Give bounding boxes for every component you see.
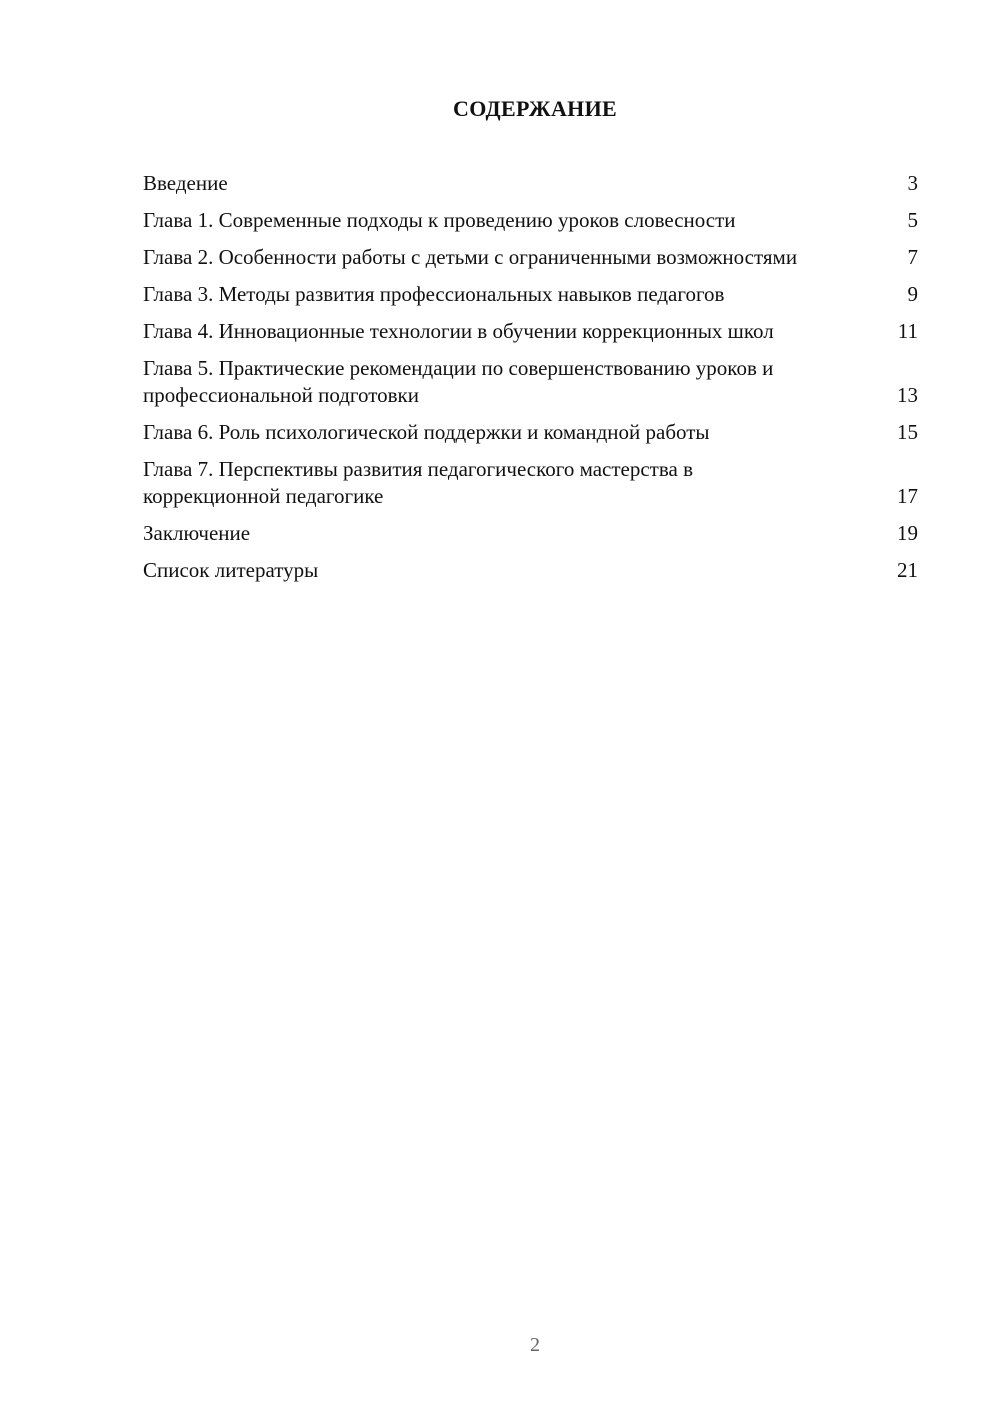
toc-entry-text: Заключение [143,521,251,545]
toc-entry-conclusion[interactable] [143,520,918,547]
toc-entry-text: Глава 6. Роль психологической поддержки и командной работы [143,420,710,444]
toc-entry-text: Глава 3. Методы развития профессиональных навыков педагогов [143,282,725,306]
toc-entry-text: Глава 2. Особенности работы с детьми с ограниченными возможностями [143,245,798,269]
toc-entry-page: 5 [907,208,918,232]
toc-entry-text: Введение [143,171,228,195]
toc-entry-chapter-2[interactable] [143,244,918,271]
toc-entry-page: 11 [897,319,918,343]
toc-entry-text: Список литературы [143,558,319,582]
toc-entry-chapter-5[interactable] [143,355,918,409]
toc-entry-chapter-4[interactable] [143,318,918,345]
toc-entry-text: Глава 1. Современные подходы к проведению уроков словесности [143,208,736,232]
toc-entry-chapter-7[interactable] [143,456,918,510]
toc-entry-references[interactable] [143,557,918,584]
toc-entry-page: 15 [897,420,918,444]
toc-entry-page: 3 [907,171,918,195]
toc-entry-page: 13 [897,383,918,407]
toc-entry-page: 19 [897,521,918,545]
toc-entry-chapter-3[interactable] [143,281,918,308]
toc-entry-text: Глава 5. Практические рекомендации по совершенствованию уроков и профессиональной подготовки [143,356,774,407]
toc-entry-page: 7 [907,245,918,269]
toc-entry-page: 17 [897,484,918,508]
toc-entry-chapter-6[interactable] [143,419,918,446]
toc-entry-text: Глава 4. Инновационные технологии в обучении коррекционных школ [143,319,774,343]
page-number: 2 [530,1334,540,1356]
toc-entry-page: 21 [897,558,918,582]
table-of-contents [143,170,918,594]
toc-title: СОДЕРЖАНИЕ [453,96,617,121]
toc-entry-introduction[interactable] [143,170,918,197]
toc-entry-page: 9 [907,282,918,306]
toc-entry-chapter-1[interactable] [143,207,918,234]
toc-entry-text: Глава 7. Перспективы развития педагогического мастерства в коррекционной педагогике [143,457,693,508]
